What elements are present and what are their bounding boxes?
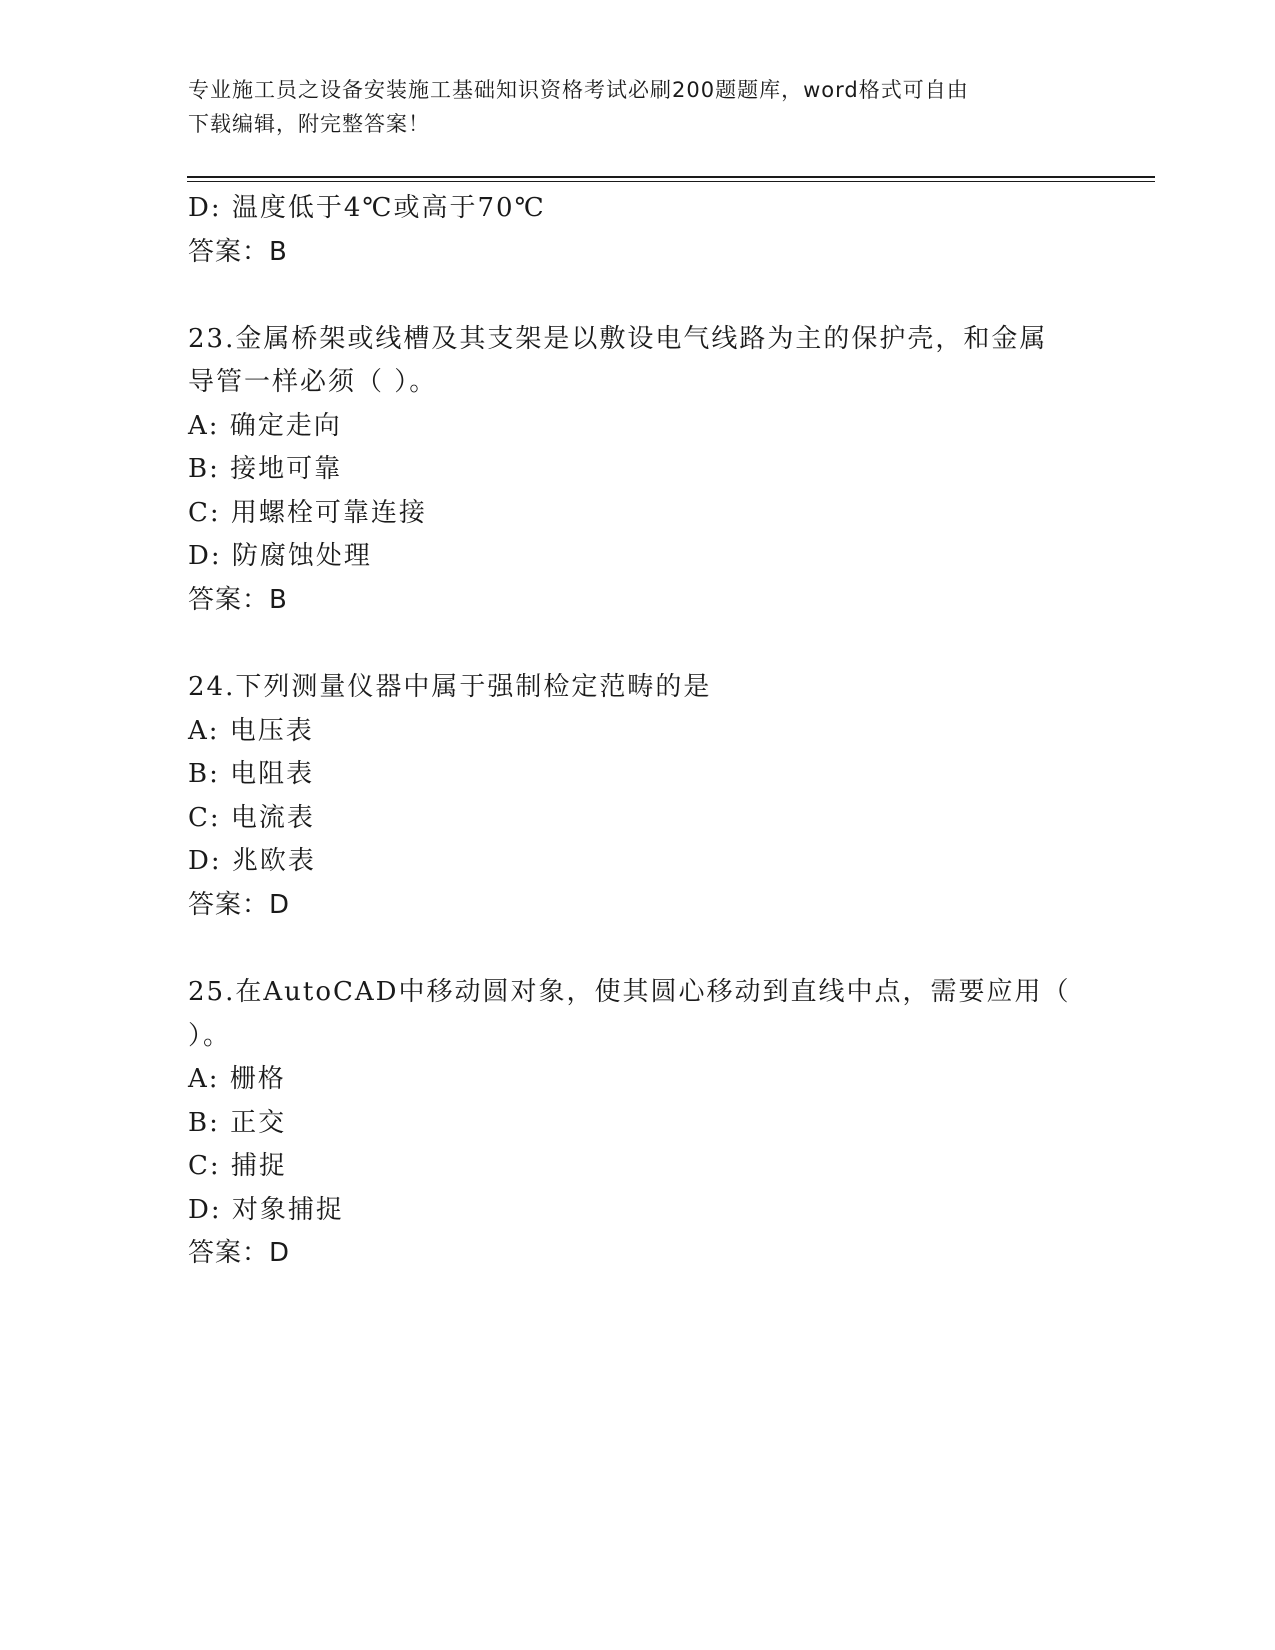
q23-option-d: D: 防腐蚀处理 — [188, 541, 372, 571]
q23-option-c: C: 用螺栓可靠连接 — [188, 498, 427, 528]
q24-option-d: D: 兆欧表 — [188, 846, 316, 876]
q23-answer: 答案：B — [188, 585, 288, 615]
q24-option-b: B: 电阻表 — [188, 759, 315, 789]
header-divider-thin — [187, 181, 1155, 182]
q25-option-c: C: 捕捉 — [188, 1151, 287, 1181]
header-title-line-2: 下载编辑，附完整答案！ — [188, 112, 430, 136]
header-divider-thick — [187, 176, 1155, 178]
q25-option-a: A: 栅格 — [188, 1064, 286, 1094]
q25-option-b: B: 正交 — [188, 1108, 287, 1138]
document-header — [188, 73, 1078, 141]
q25-stem-line-2: ）。 — [188, 1021, 232, 1051]
q23-option-b: B: 接地可靠 — [188, 454, 343, 484]
q24-stem-line-1: 24.下列测量仪器中属于强制检定范畴的是 — [188, 672, 712, 702]
q25-option-d: D: 对象捕捉 — [188, 1195, 344, 1225]
q23-option-a: A: 确定走向 — [188, 411, 342, 441]
q25-stem-line-1: 25.在AutoCAD中移动圆对象，使其圆心移动到直线中点，需要应用（ — [188, 977, 1071, 1007]
header-title-line-1: 专业施工员之设备安装施工基础知识资格考试必刷200题题库，word格式可自由 — [188, 78, 969, 102]
q25-answer: 答案：D — [188, 1238, 291, 1268]
q22-option-d: D: 温度低于4℃或高于70℃ — [188, 193, 546, 223]
q23-stem-line-1: 23.金属桥架或线槽及其支架是以敷设电气线路为主的保护壳，和金属 — [188, 324, 1048, 354]
q23-stem-line-2: 导管一样必须（ ）。 — [188, 367, 438, 397]
q24-option-a: A: 电压表 — [188, 716, 314, 746]
q24-option-c: C: 电流表 — [188, 803, 315, 833]
q22-answer: 答案：B — [188, 237, 288, 267]
q24-answer: 答案：D — [188, 890, 291, 920]
